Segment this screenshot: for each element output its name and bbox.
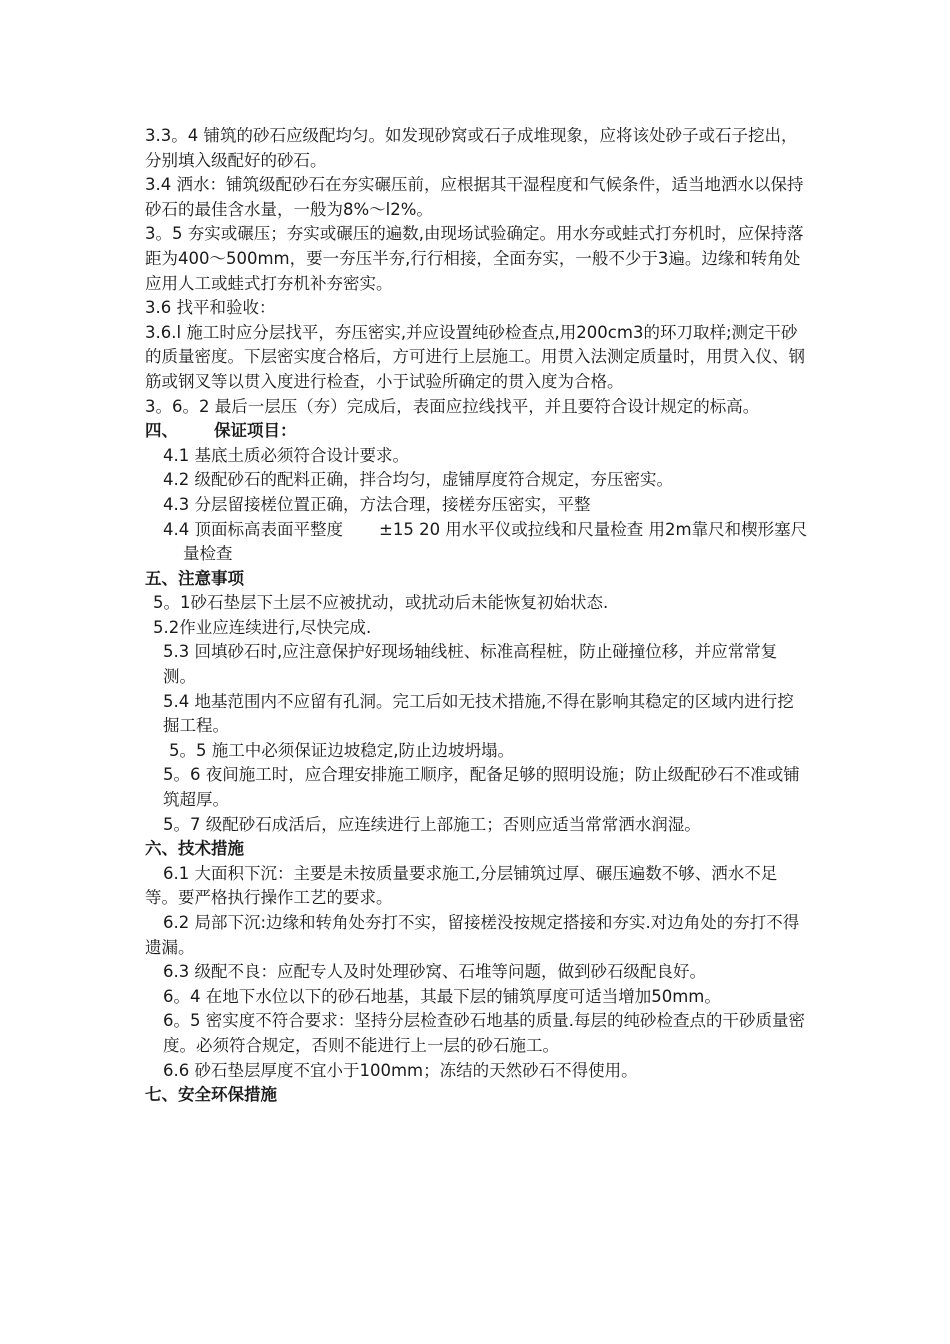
section-7-heading: 七、安全环保措施 — [145, 1085, 277, 1105]
item-6-4: 6。4 在地下水位以下的砂石地基，其最下层的铺筑厚度可适当增加50mm。 — [163, 986, 721, 1006]
item-4-3: 4.3 分层留接槎位置正确，方法合理，接槎夯压密实，平整 — [163, 494, 591, 514]
section-4-heading — [145, 419, 810, 444]
section-4-heading-text: 保证项目： — [214, 421, 297, 441]
section-4-heading-number: 四、 — [145, 421, 178, 441]
item-6-5: 6。5 密实度不符合要求：坚持分层检查砂石地基的质量.每层的纯砂检查点的干砂质量密度。必须符合规定，否则不能进行上一层的砂石施工。 — [163, 1011, 805, 1055]
document-body — [145, 124, 810, 1108]
item-5-1: 5。1砂石垫层下土层不应被扰动，或扰动后未能恢复初始状态. — [153, 593, 609, 613]
item-6-6: 6.6 砂石垫层厚度不宜小于100mm；冻结的天然砂石不得使用。 — [163, 1060, 638, 1080]
section-6-heading: 六、技术措施 — [145, 839, 244, 859]
item-5-7: 5。7 级配砂石成活后，应连续进行上部施工；否则应适当常常洒水润湿。 — [163, 814, 701, 834]
item-4-4 — [145, 518, 810, 567]
item-5-2: 5.2作业应连续进行,尽快完成. — [153, 617, 372, 637]
item-4-4-label: 4.4 顶面标高表面平整度 — [163, 519, 343, 539]
item-4-1: 4.1 基底土质必须符合设计要求。 — [163, 445, 409, 465]
item-5-4: 5.4 地基范围内不应留有孔洞。完工后如无技术措施,不得在影响其稳定的区域内进行挖掘工程。 — [163, 691, 794, 736]
item-4-4-detail: ±15 20 用水平仪或拉线和尺量检查 用2m靠尺和楔形塞尺量检查 — [183, 519, 808, 564]
item-5-5: 5。5 施工中必须保证边坡稳定,防止边坡坍塌。 — [169, 740, 514, 760]
paragraph-3-6-1: 3.6.l 施工时应分层找平，夯压密实,并应设置纯砂检查点,用200cm3的环刀取样;测定干砂的质量密度。下层密实度合格后，方可进行上层施工。用贯入法测定质量时，用贯入仪、钢筋或钢叉等以贯入度进行检查，小于试验所确定的贯入度为合格。 — [145, 322, 805, 391]
item-5-6: 5。6 夜间施工时，应合理安排施工顺序，配备足够的照明设施；防止级配砂石不准或铺筑超厚。 — [163, 765, 800, 810]
paragraph-3-6-2: 3。6。2 最后一层压（夯）完成后，表面应拉线找平，并且要符合设计规定的标高。 — [145, 396, 760, 416]
item-6-3: 6.3 级配不良：应配专人及时处理砂窝、石堆等问题，做到砂石级配良好。 — [163, 962, 706, 982]
item-5-3: 5.3 回填砂石时,应注意保护好现场轴线桩、标准高程桩，防止碰撞位移，并应常常复测。 — [163, 642, 778, 687]
item-6-2: 6.2 局部下沉:边缘和转角处夯打不实，留接槎没按规定搭接和夯实.对边角处的夯打不得遗漏。 — [145, 913, 800, 957]
paragraph-3-5: 3。5 夯实或碾压；夯实或碾压的遍数,由现场试验确定。用水夯或蛙式打夯机时，应保持落距为400～500mm，要一夯压半夯,行行相接，全面夯实，一般不少于3遍。边缘和转角处应用人工或蛙式打夯机补夯密实。 — [145, 224, 804, 293]
item-6-1: 6.1 大面积下沉：主要是未按质量要求施工,分层铺筑过厚、碾压遍数不够、洒水不足等。要严格执行操作工艺的要求。 — [145, 863, 778, 908]
paragraph-3-4: 3.4 洒水：铺筑级配砂石在夯实碾压前，应根据其干湿程度和气候条件，适当地洒水以保持砂石的最佳含水量，一般为8%～l2%。 — [145, 175, 804, 219]
section-5-heading: 五、注意事项 — [145, 568, 244, 588]
paragraph-3-3-4: 3.3。4 铺筑的砂石应级配均匀。如发现砂窝或石子成堆现象，应将该处砂子或石子挖出，分别填入级配好的砂石。 — [145, 126, 798, 170]
item-4-2: 4.2 级配砂石的配料正确，拌合均匀，虚铺厚度符合规定，夯压密实。 — [163, 470, 673, 490]
paragraph-3-6: 3.6 找平和验收： — [145, 298, 276, 318]
